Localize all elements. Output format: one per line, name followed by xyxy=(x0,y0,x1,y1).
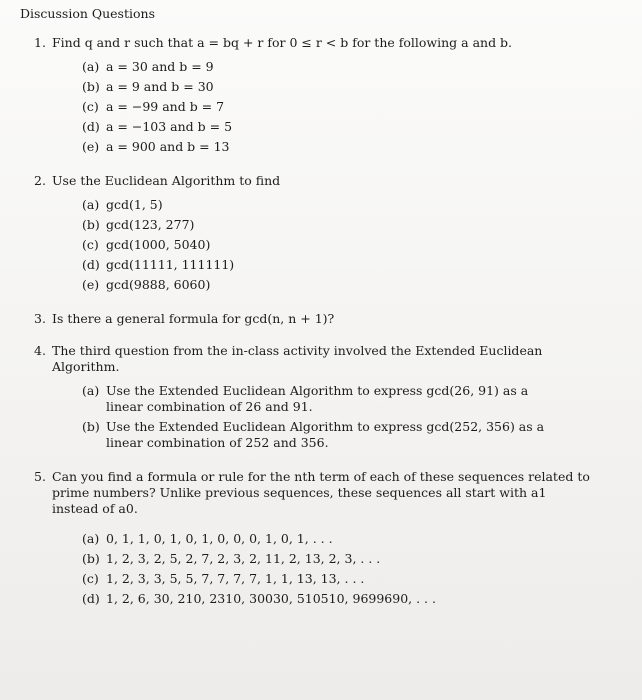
question-1 xyxy=(34,35,622,159)
subquestion xyxy=(82,551,594,567)
subquestion-label: (c) xyxy=(82,237,99,252)
subquestion-text: gcd(11111, 111111) xyxy=(106,257,235,272)
subquestion-text: 1, 2, 3, 2, 5, 2, 7, 2, 3, 2, 11, 2, 13, 2, 3, . . . xyxy=(106,551,381,566)
subquestion-label: (c) xyxy=(82,99,99,114)
subquestion xyxy=(82,571,594,587)
subquestion-label: (b) xyxy=(82,217,100,232)
subquestion-text: gcd(1000, 5040) xyxy=(106,237,211,252)
subquestion xyxy=(82,59,594,75)
question-text: Can you find a formula or rule for the nth term of each of these sequences related to prime numbers? Unlike previous sequences, these sequences all start with a1 instead of a0. xyxy=(52,469,590,516)
question-number: 4. xyxy=(34,343,46,358)
subquestion-label: (b) xyxy=(82,79,100,94)
subquestion xyxy=(82,277,594,293)
subquestion-text: gcd(123, 277) xyxy=(106,217,195,232)
subquestion-label: (b) xyxy=(82,419,100,434)
subquestion-text: gcd(9888, 6060) xyxy=(106,277,211,292)
subquestion-label: (b) xyxy=(82,551,100,566)
subquestion-text: Use the Extended Euclidean Algorithm to express gcd(252, 356) as a linear combination of 252 and 356. xyxy=(106,419,545,450)
question-number: 2. xyxy=(34,173,46,188)
question-number: 3. xyxy=(34,311,46,326)
question-number: 1. xyxy=(34,35,46,50)
subquestion-label: (d) xyxy=(82,119,100,134)
subquestion xyxy=(82,197,594,213)
subquestion xyxy=(82,591,594,607)
subquestion-label: (a) xyxy=(82,531,100,546)
subquestion xyxy=(82,119,594,135)
subquestion-text: 1, 2, 6, 30, 210, 2310, 30030, 510510, 9699690, . . . xyxy=(106,591,436,606)
subquestion-text: a = −103 and b = 5 xyxy=(106,119,233,134)
subquestion-text: 0, 1, 1, 0, 1, 0, 1, 0, 0, 0, 1, 0, 1, . . . xyxy=(106,531,333,546)
subquestion-list xyxy=(52,383,594,451)
question-text: Is there a general formula for gcd(n, n + 1)? xyxy=(52,311,335,326)
subquestion xyxy=(82,419,594,451)
subquestion-label: (d) xyxy=(82,591,100,606)
subquestion xyxy=(82,383,594,415)
subquestion-list xyxy=(52,59,594,155)
question-text: Use the Euclidean Algorithm to find xyxy=(52,173,281,188)
subquestion-label: (a) xyxy=(82,197,100,212)
question-number: 5. xyxy=(34,469,46,484)
question-text: Find q and r such that a = bq + r for 0 ≤ r < b for the following a and b. xyxy=(52,35,513,50)
subquestion-text: a = 9 and b = 30 xyxy=(106,79,214,94)
page-title: Discussion Questions xyxy=(20,6,155,21)
subquestion-label: (e) xyxy=(82,277,100,292)
question-text: The third question from the in-class activity involved the Extended Euclidean Algorithm. xyxy=(52,343,543,374)
subquestion-label: (c) xyxy=(82,571,99,586)
subquestion xyxy=(82,139,594,155)
subquestion-text: Use the Extended Euclidean Algorithm to express gcd(26, 91) as a linear combination of 26 and 91. xyxy=(106,383,529,414)
question-3 xyxy=(34,311,622,327)
subquestion-list xyxy=(52,197,594,293)
question-4 xyxy=(34,343,622,455)
subquestion-text: a = −99 and b = 7 xyxy=(106,99,225,114)
subquestion-label: (e) xyxy=(82,139,100,154)
subquestion-text: gcd(1, 5) xyxy=(106,197,163,212)
subquestion-label: (d) xyxy=(82,257,100,272)
subquestion xyxy=(82,257,594,273)
subquestion xyxy=(82,79,594,95)
subquestion-text: a = 30 and b = 9 xyxy=(106,59,214,74)
subquestion-label: (a) xyxy=(82,59,100,74)
subquestion-text: a = 900 and b = 13 xyxy=(106,139,230,154)
subquestion-list xyxy=(52,531,594,607)
subquestion xyxy=(82,531,594,547)
subquestion-label: (a) xyxy=(82,383,100,398)
subquestion-text: 1, 2, 3, 3, 5, 5, 7, 7, 7, 7, 1, 1, 13, 13, . . . xyxy=(106,571,365,586)
question-2 xyxy=(34,173,622,297)
subquestion xyxy=(82,217,594,233)
question-5 xyxy=(34,469,622,611)
subquestion xyxy=(82,237,594,253)
subquestion xyxy=(82,99,594,115)
